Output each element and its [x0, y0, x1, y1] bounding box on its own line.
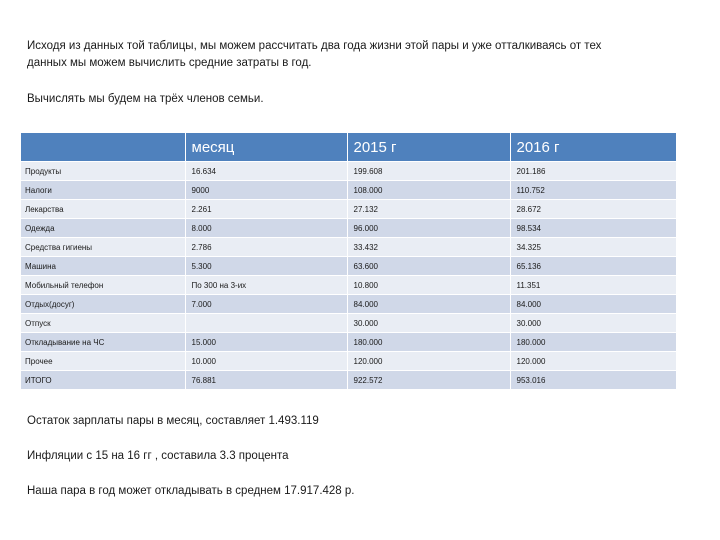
year-2015-cell: 27.132 — [347, 200, 510, 219]
row-label: Налоги — [21, 181, 185, 200]
month-cell: 10.000 — [185, 352, 347, 371]
month-cell: 5.300 — [185, 257, 347, 276]
row-label: Отпуск — [21, 314, 185, 333]
year-2015-cell: 30.000 — [347, 314, 510, 333]
inflation-note: Инфляции с 15 на 16 гг , составила 3.3 процента — [27, 450, 289, 462]
row-label: Средства гигиены — [21, 238, 185, 257]
table-header-row — [21, 133, 676, 162]
row-label: Одежда — [21, 219, 185, 238]
savings-note: Наша пара в год может откладывать в среднем 17.917.428 р. — [27, 485, 355, 497]
table-row — [21, 352, 676, 371]
intro-line-1: Исходя из данных той таблицы, мы можем рассчитать два года жизни этой пары и уже отталкиваясь от тех — [27, 40, 602, 52]
table-row — [21, 162, 676, 181]
table-row — [21, 219, 676, 238]
year-2015-cell: 199.608 — [347, 162, 510, 181]
table-row-total — [21, 371, 676, 390]
year-2016-cell: 120.000 — [510, 352, 676, 371]
year-2015-cell: 922.572 — [347, 371, 510, 390]
year-2015-cell: 10.800 — [347, 276, 510, 295]
header-cell-month: месяц — [185, 133, 347, 162]
year-2016-cell: 30.000 — [510, 314, 676, 333]
table-row — [21, 257, 676, 276]
year-2016-cell: 201.186 — [510, 162, 676, 181]
table-row — [21, 314, 676, 333]
table-row — [21, 200, 676, 219]
budget-table — [21, 133, 677, 389]
row-label: Откладывание на ЧС — [21, 333, 185, 352]
year-2015-cell: 120.000 — [347, 352, 510, 371]
year-2016-cell: 110.752 — [510, 181, 676, 200]
year-2016-cell: 11.351 — [510, 276, 676, 295]
year-2016-cell: 65.136 — [510, 257, 676, 276]
year-2015-cell: 180.000 — [347, 333, 510, 352]
row-label: ИТОГО — [21, 371, 185, 390]
month-cell: 15.000 — [185, 333, 347, 352]
intro-text — [27, 38, 687, 108]
intro-line-3: Вычислять мы будем на трёх членов семьи. — [27, 93, 264, 105]
year-2015-cell: 63.600 — [347, 257, 510, 276]
header-cell-2016: 2016 г — [510, 133, 676, 162]
year-2016-cell: 84.000 — [510, 295, 676, 314]
intro-paragraph — [27, 38, 687, 72]
year-2016-cell: 34.325 — [510, 238, 676, 257]
table-row — [21, 238, 676, 257]
year-2015-cell: 108.000 — [347, 181, 510, 200]
year-2016-cell: 28.672 — [510, 200, 676, 219]
month-cell: 8.000 — [185, 219, 347, 238]
remainder-note: Остаток зарплаты пары в месяц, составляет 1.493.119 — [27, 415, 319, 427]
month-cell — [185, 314, 347, 333]
month-cell: По 300 на 3-их — [185, 276, 347, 295]
month-cell: 7.000 — [185, 295, 347, 314]
year-2015-cell: 33.432 — [347, 238, 510, 257]
year-2016-cell: 953.016 — [510, 371, 676, 390]
table-row — [21, 181, 676, 200]
year-2016-cell: 180.000 — [510, 333, 676, 352]
month-cell: 76.881 — [185, 371, 347, 390]
year-2015-cell: 84.000 — [347, 295, 510, 314]
header-cell-empty — [21, 133, 185, 162]
row-label: Продукты — [21, 162, 185, 181]
month-cell: 2.786 — [185, 238, 347, 257]
table-row — [21, 333, 676, 352]
table-row — [21, 276, 676, 295]
table-row — [21, 295, 676, 314]
month-cell: 16.634 — [185, 162, 347, 181]
intro-line-2: данных мы можем вычислить средние затраты в год. — [27, 57, 312, 69]
row-label: Мобильный телефон — [21, 276, 185, 295]
row-label: Машина — [21, 257, 185, 276]
header-cell-2015: 2015 г — [347, 133, 510, 162]
summary-notes — [27, 414, 687, 519]
month-cell: 2.261 — [185, 200, 347, 219]
month-cell: 9000 — [185, 181, 347, 200]
year-2016-cell: 98.534 — [510, 219, 676, 238]
row-label: Прочее — [21, 352, 185, 371]
row-label: Лекарства — [21, 200, 185, 219]
row-label: Отдых(досуг) — [21, 295, 185, 314]
year-2015-cell: 96.000 — [347, 219, 510, 238]
